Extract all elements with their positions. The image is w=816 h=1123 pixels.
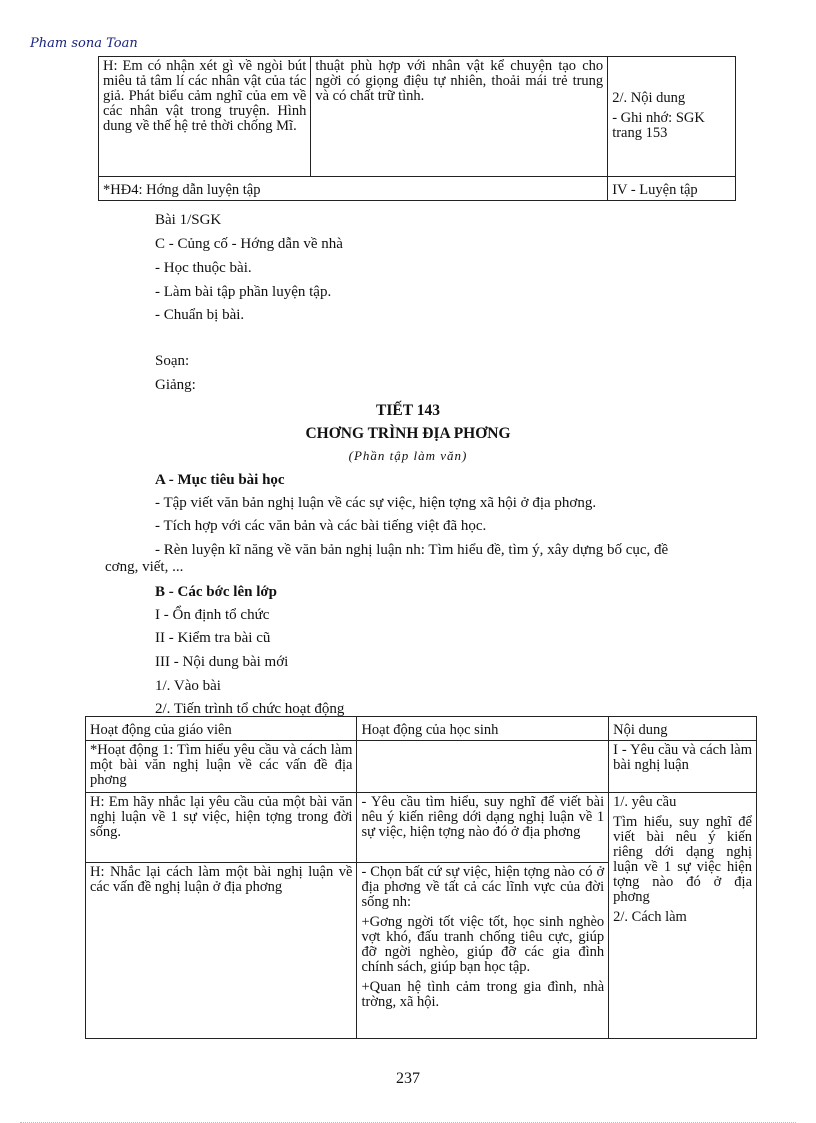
top-col3-line1: 2/. Nội dung xyxy=(612,90,686,106)
line-chuan-bi: - Chuẩn bị bài. xyxy=(155,307,245,323)
section-b-step3: III - Nội dung bài mới xyxy=(155,654,289,670)
giang-label: Giảng: xyxy=(155,377,196,393)
top-table xyxy=(98,56,736,201)
lesson-heading: CHƠNG TRÌNH ĐỊA PHƠNG xyxy=(305,425,511,442)
row2-student: - Yêu cầu tìm hiểu, suy nghĩ để viết bài nêu ý kiến riêng dới dạng nghị luận về 1 sự việc, hiện tợng nào đó ở địa phơng xyxy=(357,793,609,863)
section-a-heading: A - Mục tiêu bài học xyxy=(155,472,285,488)
top-col2: thuật phù hợp với nhân vật kể chuyện tạo cho ngời có giọng điệu tự nhiên, thoải mái trẻ trung và có chất trữ tình. xyxy=(311,57,608,177)
row1-student xyxy=(357,741,609,793)
content-cell xyxy=(609,793,757,1039)
top-col3 xyxy=(608,57,736,177)
running-head: Pham sona Toan xyxy=(30,36,138,51)
content-cach-lam: 2/. Cách làm xyxy=(613,909,687,925)
line-lam-bai-tap: - Làm bài tập phần luyện tập. xyxy=(155,284,332,300)
content-tim-hieu: Tìm hiểu, suy nghĩ để viết bài nêu ý kiến riêng dới dạng nghị luận về 1 sự việc hiện tợng nào đó ở địa phơng xyxy=(613,814,752,905)
content-yeu-cau: 1/. yêu cầu xyxy=(613,794,677,810)
top-row2-left: *HĐ4: Hớng dẫn luyện tập xyxy=(99,177,608,201)
row3-student-p1: - Chọn bất cứ sự việc, hiện tợng nào có ở địa phơng về tất cả các lĩnh vực của đời sống nh: xyxy=(361,864,605,910)
lesson-subheading: (Phần tập làm văn) xyxy=(348,448,468,463)
section-b-step1: I - Ổn định tổ chức xyxy=(155,607,270,623)
line-cung-co: C - Củng cố - Hớng dẫn về nhà xyxy=(155,236,343,252)
section-b-heading: B - Các bớc lên lớp xyxy=(155,584,278,600)
section-a-item2: - Tích hợp với các văn bản và các bài tiếng việt đã học. xyxy=(155,518,487,534)
section-a-item3b: cơng, viết, ... xyxy=(105,559,184,575)
top-row2-right: IV - Luyện tập xyxy=(608,177,736,201)
section-b-step5: 2/. Tiến trình tổ chức hoạt động xyxy=(155,701,345,717)
col-header-content: Nội dung xyxy=(609,717,757,741)
line-hoc-thuoc: - Học thuộc bài. xyxy=(155,260,252,276)
activity-table xyxy=(85,716,757,1039)
row3-student-p2: +Gơng ngời tốt việc tốt, học sinh nghèo vợt khó, đấu tranh chống tiêu cực, giúp đỡ ngời nghèo, giúp đỡ các gia đình chính sách, giúp bạn học tập. xyxy=(361,914,605,975)
col-header-student: Hoạt động của học sinh xyxy=(357,717,609,741)
section-b-step4: 1/. Vào bài xyxy=(155,678,221,694)
row1-content: I - Yêu cầu và cách làm bài nghị luận xyxy=(609,741,757,793)
row1-teacher: *Hoạt động 1: Tìm hiểu yêu cầu và cách làm một bài văn nghị luận về các vấn đề địa phơng xyxy=(86,741,357,793)
top-col3-line2: - Ghi nhớ: SGK trang 153 xyxy=(612,110,705,141)
section-a-item3a: - Rèn luyện kĩ năng về văn bản nghị luận nh: Tìm hiểu đề, tìm ý, xây dựng bố cục, đề xyxy=(155,542,669,558)
top-col1: H: Em có nhận xét gì về ngòi bút miêu tả tâm lí các nhân vật của tác giả. Phát biểu cảm nghĩ của em về các nhân vật trong truyện. Hình dung về thế hệ trẻ thời chống Mĩ. xyxy=(99,57,311,177)
col-header-teacher: Hoạt động của giáo viên xyxy=(86,717,357,741)
row2-teacher: H: Em hãy nhắc lại yêu cầu của một bài văn nghị luận về 1 sự việc, hiện tợng trong đời sống. xyxy=(86,793,357,863)
row3-student xyxy=(357,863,609,1039)
section-b-step2: II - Kiểm tra bài cũ xyxy=(155,630,271,646)
row3-student-p3: +Quan hệ tình cảm trong gia đình, nhà trờng, xã hội. xyxy=(361,979,605,1010)
lesson-title: TIẾT 143 xyxy=(376,402,440,419)
line-bai1: Bài 1/SGK xyxy=(155,212,222,228)
row3-teacher: H: Nhắc lại cách làm một bài nghị luận về các vấn đề nghị luận ở địa phơng xyxy=(86,863,357,1039)
soan-label: Soạn: xyxy=(155,353,190,369)
page-number: 237 xyxy=(396,1070,420,1087)
section-a-item1: - Tập viết văn bản nghị luận về các sự việc, hiện tợng xã hội ở địa phơng. xyxy=(155,495,597,511)
